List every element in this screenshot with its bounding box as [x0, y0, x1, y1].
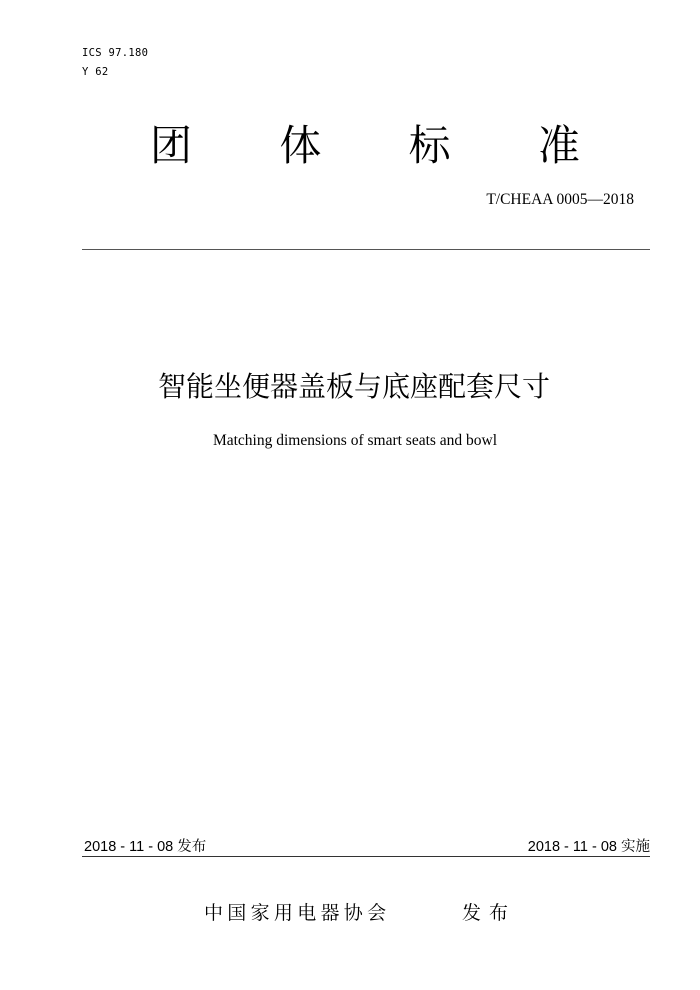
- effective-date: 2018 - 11 - 08 实施: [527, 839, 650, 855]
- standard-type-char-3: 标: [408, 121, 451, 170]
- document-title-chinese: 智能坐便器盖板与底座配套尺寸: [157, 370, 550, 403]
- document-title-english: Matching dimensions of smart seats and bowl: [212, 432, 498, 449]
- standard-type-char-2: 体: [279, 121, 322, 170]
- ics-code: ICS 97.180: [82, 47, 149, 59]
- publisher-issued-label: 发布: [462, 902, 517, 924]
- footer-divider: [82, 856, 650, 857]
- standard-number: T/CHEAA 0005—2018: [486, 191, 634, 208]
- header-divider: [82, 249, 650, 250]
- standard-type-char-1: 团: [150, 121, 193, 170]
- publish-date: 2018 - 11 - 08 发布: [84, 839, 207, 855]
- publisher-name: 中国家用电器协会: [204, 902, 391, 924]
- standard-type-char-4: 准: [537, 121, 580, 170]
- standard-type-heading: [150, 118, 580, 174]
- ccs-code: Y 62: [82, 66, 109, 78]
